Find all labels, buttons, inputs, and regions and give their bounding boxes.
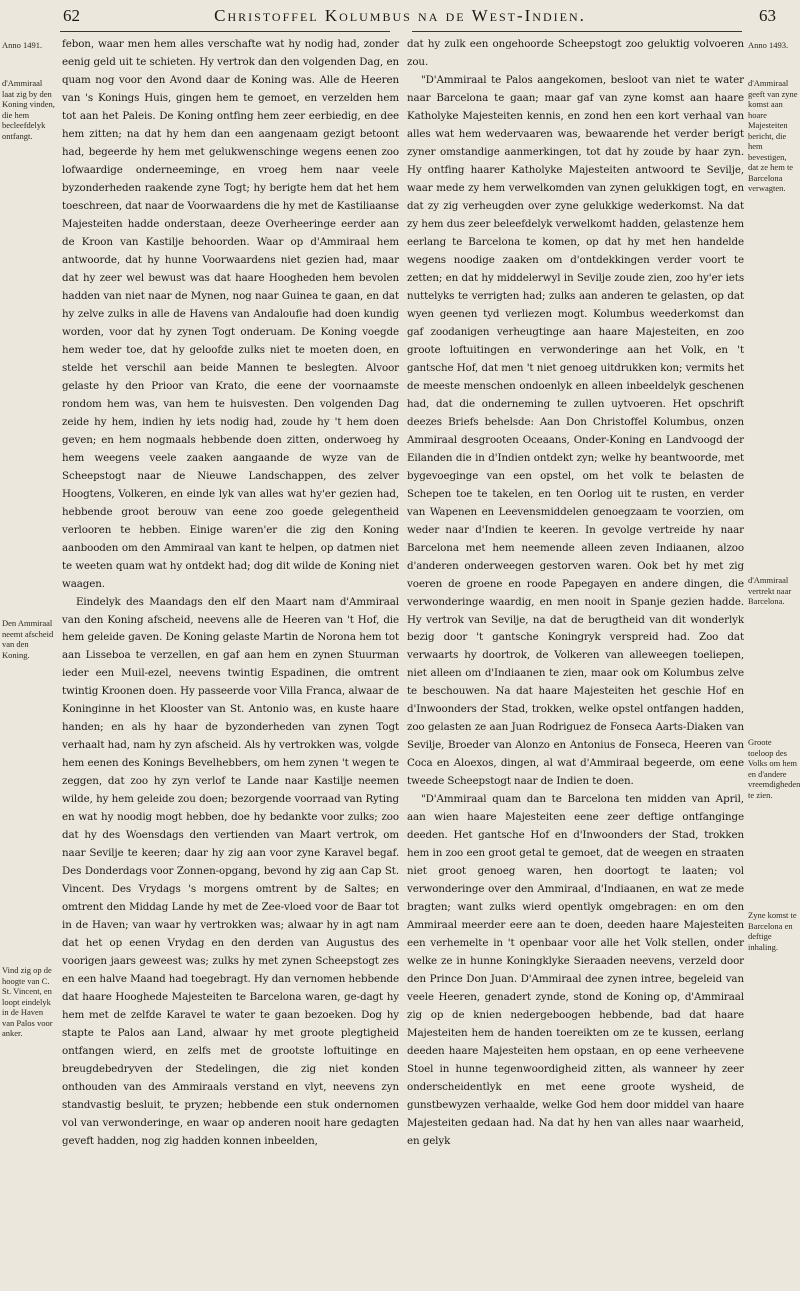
- margin-note-right-barcelona: Zyne komst te Barcelona en deftige inhaling.: [748, 910, 797, 952]
- margin-note-right-year: Anno 1493.: [748, 40, 789, 50]
- left-paragraph-1: febon, waar men hem alles verschafte wat hy nodig had, zonder eenig geld uit te schieten. Hy vertrok dan den volgenden Dag, en quam nog voor den Avond daar de Koning was. Alle de Heeren van 's Konings Huis, gingen hem te gemoet, en verzelden hem tot aan het Paleis. De Koning ontfing hem zeer eerbiedig, en dee hem zitten; na dat hy hem dan een aangenaam gezigt betoont had, begeerde hy hem met gelukwenschinge wegens eenen zoo lofwaardige onderneeminge, en vroeg hem naar veele byzonderheden raakende zyne Togt; hy berigte hem dat het hem toeschreen, dat naar de Voorwaardens die hy met de Kastiliaanse Majesteiten hadde onderstaan, deeze Overheeringe eerder aan de Kroon van Kastilje behoorden. Waar op d'Ammiraal hem antwoorde, dat hy hunne Voorwaardens niet gezien had, maar dat hy zeer wel bewust was dat haare Hoogheden hem bevolen hadden van niet naar de Mynen, nog naar Guinea te gaan, en dat hy zelve zulks in alle de Havens van Andaloufie had doen kundig worden, voor dat hy zynen Togt onderuam. De Koning voegde hem weder toe, dat hy geloofde zulks niet te moeten doen, en stelde het verschil aan beide Mannen te beslegten. Alvoor gelaste hy den Prioor van Krato, die eene der voornaamste rondom hem was, van hem te huisvesten. Den volgenden Dag zeide hy hem, indien hy iets nodig had, zoude hy 't hem doen geven; en hem nogmaals hebbende doen zitten, onderwoeg hy hem weegens veele zaaken aangaande de wyze van de Scheepstogt naar de Nieuwe Landschappen, des zelver Hoogtens, Volkeren, en einde lyk van alles wat hy'er gezien had, hebbende groot berouw van eene zoo goede gelegentheid verlooren te hebben. Einige waren'er die zig den Koning aanbooden om den Ammiraal van kant te helpen, op datmen niet te weeten quam wat hy ontdekt had; dog dit wilde de Koning niet waagen.: [62, 38, 399, 590]
- margin-note-right-crowds: Groote toeloop des Volks om hem en d'andere vreemdigheden te zien.: [748, 737, 800, 800]
- margin-note-right-departure: d'Ammiraal vertrekt naar Barcelona.: [748, 575, 792, 606]
- right-text-column: [407, 36, 744, 1151]
- margin-note-left-king-audience: d'Ammiraal laat zig by den Koning vinden, die hem becleefdelyk ontfangt.: [2, 78, 55, 141]
- left-paragraph-2: Eindelyk des Maandags den elf den Maart nam d'Ammiraal van den Koning afscheid, neevens alle de Heeren van 't Hof, die hem geleide gaven. De Koning gelaste Martin de Norona hem tot aan Lisseboa te verzellen, en gaf aan hem en zynen Stuurman ieder een Muil-ezel, neevens twintig Espadinen, die omtrent twintig Kroonen doen. Hy passeerde voor Villa Franca, alwaar de Koninginne in het Klooster van St. Antonio was, en kuste haare handen; en als hy haar de byzonderheden van zynen Togt verhaalt had, nam hy zyn afscheid. Als hy vertrokken was, volgde hem eenen des Konings Bevelhebbers, om hem zynen 't wegen te zeggen, dat zoo hy zyn verlof te Lande naar Kastilje neemen wilde, hy hem geleide zou doen; bezorgende voorraad van Ryting en wat hy noodig mogt hebben, doe hy bedankte voor zulks; zoo dat hy des Woensdags den vertienden van Maart vertrok, om naar Sevilje te keeren; daar hy zig aan voor zyne Karavel begaf. Des Donderdags voor Zonnen-opgang, bevond hy zig aan Cap St. Vincent. Des Vrydags 's morgens omtrent by de Saltes; en omtrent den Middag Lande hy met de Zee-vloed voor de Baar tot in de Haven; van waar hy vertrokken was; alwaar hy in agt nam dat het op eenen Vrydag en den derden van Augustus des voorigen jaars geweest was; zulks hy met zynen Scheepstogt zes en een halve Maand had toegebragt. Hy dan vernomen hebbende dat haare Hooghede Majesteiten te Barcelona waren, ge-dagt hy hem met de zelfde Karavel te water te gaan bezoeken. Dog hy stapte te Palos aan Land, alwaar hy met groote plegtigheid ontfangen wierd, en zelfs met de grootste loftuitinge en breugdebedryven der Stedelingen, die zig niet konden onthouden van des Ammiraals verstand en vlyt, neevens zyn standvastig besluit, te pryzen; hebbende een stuk ondernomen vol van verwonderinge, en waar op anderen nooit hare gedagten geveft hadden, nog zig hadden konnen inbeelden,: [62, 595, 399, 1148]
- right-page-number: 63: [759, 6, 776, 25]
- header-rule-left: [60, 31, 390, 32]
- page-header: [0, 6, 800, 28]
- margin-note-left-palos: Vind zig op de hoogte van C. St. Vincent, en loopt eindelyk in de Haven van Palos voor anker.: [2, 965, 53, 1038]
- right-paragraph-1: dat hy zulk een ongehoorde Scheepstogt zoo geluktig volvoeren zou.: [407, 38, 744, 68]
- running-title: Christoffel Kolumbus na de West-Indien.: [214, 6, 586, 25]
- right-paragraph-3: "D'Ammiraal quam dan te Barcelona ten midden van April, aan wien haare Majesteiten eene zeer deftige ontfanginge deeden. Het gantsche Hof en d'Inwoonders der Stad, trokken hem in zoo een groot getal te gemoet, dat de weegen en straaten niet groot genoeg waren, hen doortogt te laaten; vol verwonderinge over den Ammiraal, d'Indiaanen, en wat ze mede bragten; want zulks wierd opentlyk omgebragen: en om den Ammiraal meerder eere aan te doen, deeden haare Majesteiten een verhemelte in 't openbaar voor alle het Volk stellen, onder welke ze in hunne Koningklyke Sieraaden neevens, verzeld door den Prince Don Juan. D'Ammiraal dee zynen intree, begeleid van veele Heeren, genadert zynde, stond de Koning op, d'Ammiraal zig op de knien nedergeboogen hebbende, bad dat haare Majesteiten hem de handen toereikten om ze te kussen, eerlang deeden haare Majesteiten hem opstaan, en op eene verheevene Stoel in hunne tegenwoordigheid zitten, als wanneer hy zeer onderscheidentlyk en met eene groote wysheid, de gunstbewyzen verhaalde, welke God hem door middel van haare Majesteiten gedaan had. Na dat hy hen van alles naar waarheid, en gelyk: [407, 793, 744, 1148]
- header-rule-right: [412, 31, 742, 32]
- right-paragraph-2: "D'Ammiraal te Palos aangekomen, besloot van niet te water naar Barcelona te gaan; maar gaf van zyne komst aan haare Katholyke Majesteiten kennis, en zond hen een kort verhaal van alles wat hem wedervaaren was, bewaarende het verder berigt zyner omstandige aanmerkingen, tot dat hy zoude by haar zyn. Hy ontfing haarer Katholyke Majesteiten antwoord te Sevilje, waar mede zy hem verwelkomden van zynen gelukkigen togt, en dat zy zig verheugden over zyne gelukkige wederkomst. Na dat zy hem dus zeer beleefdelyk verwelkomt hadden, gelastenze hem eerlang te Barcelona te komen, op dat hy met hen handelde wegens noodige zaaken om d'ontdekkingen verder voort te zetten; en dat hy middelerwyl in Sevilje zoude zien, zoo hy'er iets nuttelyks te verrigten had; zulks aan anderen te gelasten, op dat wyen geenen tyd verliezen mogt. Kolumbus weederkomst dan gaf zoodanigen verheugtinge aan haare Majesteiten, en zoo groote loftuitingen en verwonderinge aan het Volk, en 't gantsche Hof, dat men 't niet genoeg uitdrukken kon; vermits het de meeste menschen ondoenlyk en alleen inbeeldelyk geschenen had, dat die onderneming te zullen uytvoeren. Het opschrift deezes Briefs behelsde: Aan Don Christoffel Kolumbus, onzen Ammiraal desgrooten Oceaans, Onder-Koning en Landvoogd der Eilanden die in d'Indien ontdekt zyn; welke hy beantwoorde, met bygevoeginge van een opstel, om het volk te belasten de Schepen toe te takelen, en ten Oorlog uit te rusten, en verder van Wapenen en Leevensmiddelen genoegzaam te voorzien, om weder naar d'Indien te keeren. In gevolge vertreide hy naar Barcelona met hem neemende alleen zeven Indiaanen, alzoo d'anderen onderweegen gestorven waren. Ook bet hy met zig voeren de groene en roode Papegayen en andere dingen, die verwonderinge waardig, en men nooit in Spanje gezien hadde. Hy vertrok van Sevilje, na dat de berugtheid van dit wonderlyk bezig door 't gantsche Koningryk verspreid had. Zoo dat verwaarts hy doortrok, de Volkeren van alleweegen toeliepen, niet alleen om d'Indiaanen te zien, maar ook om Kolumbus zelve te beschouwen. Na dat haare Majesteiten het geschie Hof en d'Inwoonders der Stad, trokken, welke opstel ontfangen hadden, zoo gelasten ze aan Juan Rodriguez de Fonseca Aarts-Diaken van Sevilje, Broeder van Alonzo en Antonius de Fonseca, Heeren van Coca en Aloexos, dingen, al wat d'Ammiraal begeerde, om eene tweede Scheepstogt naar de Indien te doen.: [407, 73, 744, 788]
- left-page-number: 62: [63, 6, 80, 25]
- margin-note-left-year: Anno 1491.: [2, 40, 43, 50]
- margin-note-right-news: d'Ammiraal geeft van zyne komst aan hoare Majesteiten bericht, die hem bevestigen, dat ze hem te Barcelona verwagten.: [748, 78, 798, 193]
- margin-note-left-farewell: Den Ammiraal neemt afscheid van den Koning.: [2, 618, 54, 660]
- left-text-column: [62, 36, 399, 1151]
